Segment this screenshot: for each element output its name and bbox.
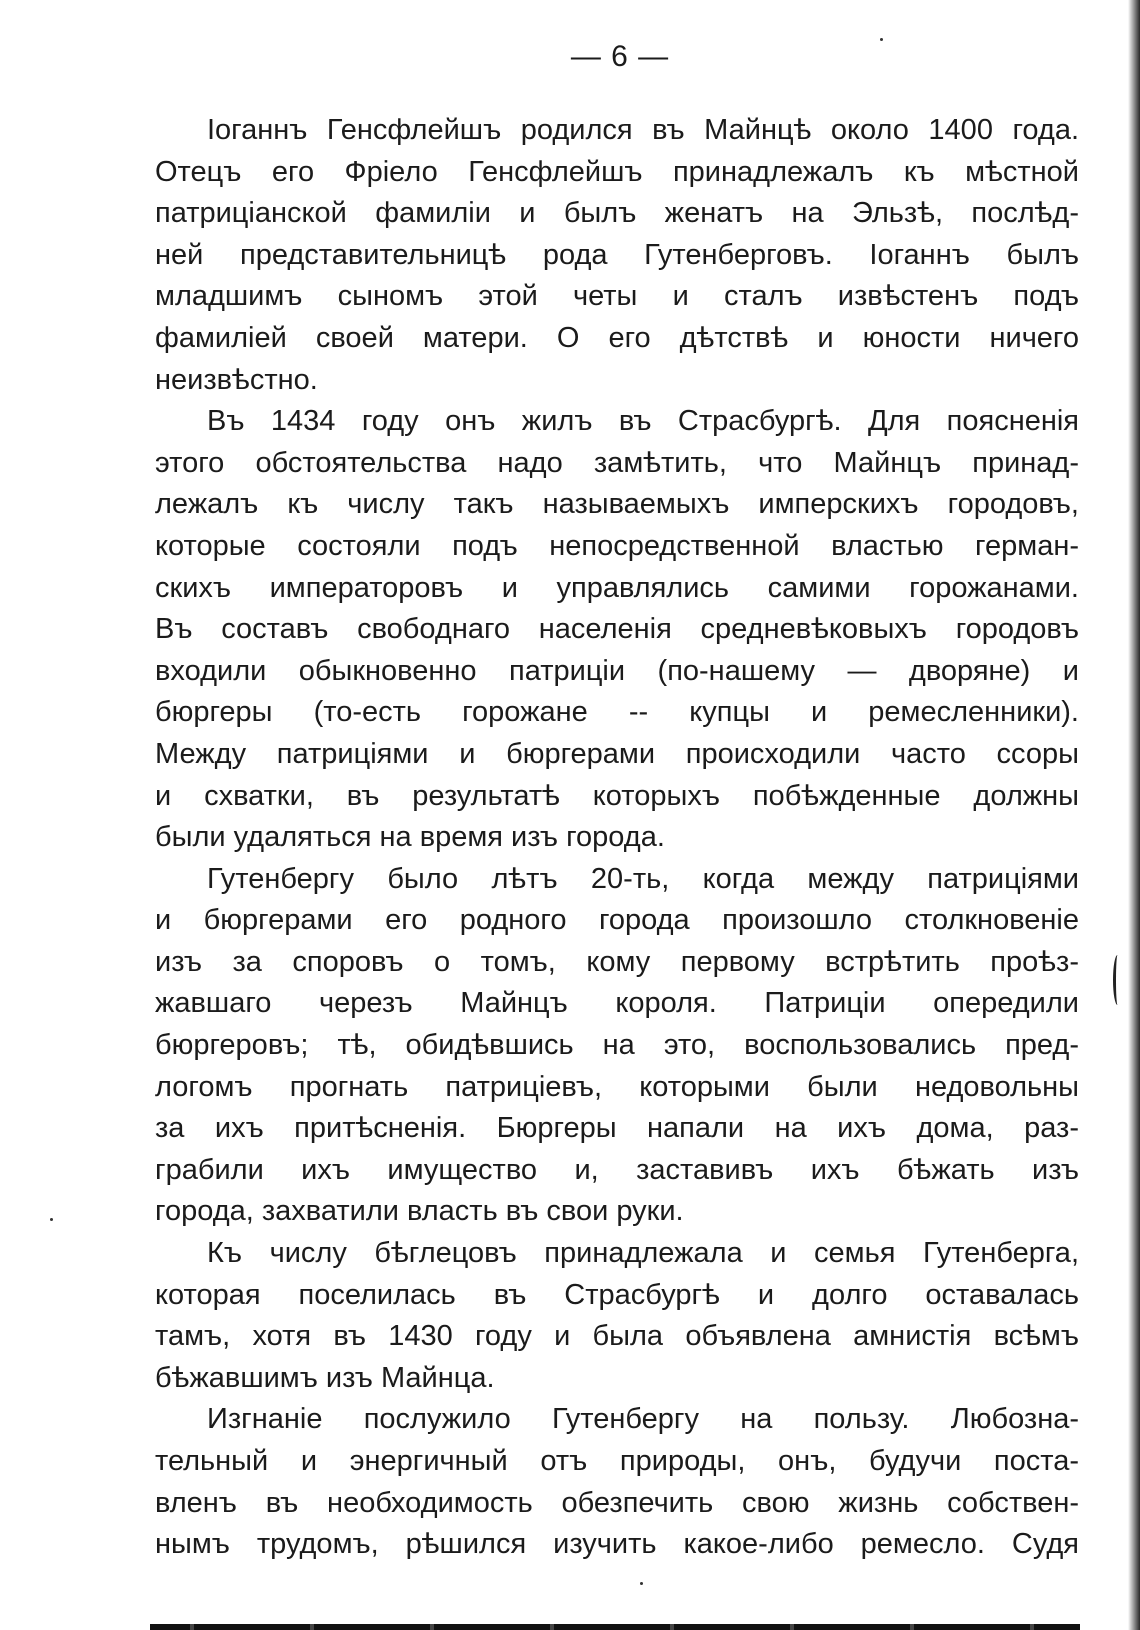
text-line: входили обыкновенно патриціи (по-нашему — дворяне) и (155, 654, 1079, 687)
text-line: патриціанской фамиліи и былъ женатъ на Эльзѣ, послѣд- (155, 197, 1079, 230)
paragraph-4 (155, 1233, 1079, 1399)
text-line: Въ 1434 году онъ жилъ въ Страсбургѣ. Для поясненія (207, 405, 1079, 438)
text-line: Отецъ его Фріело Генсфлейшъ принадлежалъ къ мѣстной (155, 155, 1079, 188)
text-line: скихъ императоровъ и управлялись самими горожанами. (155, 571, 1079, 604)
text-line: бѣжавшимъ изъ Майнца. (155, 1361, 495, 1394)
text-line: бюргеровъ; тѣ, обидѣвшись на это, воспользовались пред- (155, 1029, 1079, 1062)
text-line: и бюргерами его родного города произошло столкновеніе (155, 904, 1079, 937)
scan-speck (640, 1582, 643, 1585)
text-line: этого обстоятельства надо замѣтить, что Майнцъ принад- (155, 446, 1079, 479)
text-line: Іоганнъ Генсфлейшъ родился въ Майнцѣ около 1400 года. (207, 114, 1079, 146)
text-line: которые состояли подъ непосредственной властью герман- (155, 529, 1079, 562)
text-line: ней представительницѣ рода Гутенберговъ. Іоганнъ былъ (155, 238, 1079, 271)
text-line: Къ числу бѣглецовъ принадлежала и семья Гутенберга, (207, 1237, 1079, 1270)
text-line: города, захватили власть въ свои руки. (155, 1195, 684, 1228)
text-line: тельный и энергичный отъ природы, онъ, будучи поста- (155, 1445, 1079, 1477)
paragraph-1 (155, 110, 1079, 401)
scan-bottom-edge (150, 1624, 1080, 1630)
text-line: младшимъ сыномъ этой четы и сталъ извѣстенъ подъ (155, 280, 1079, 313)
text-line: изъ за споровъ о томъ, кому первому встрѣтить проѣз- (155, 945, 1079, 978)
text-line: Въ составъ свободнаго населенія средневѣковыхъ городовъ (155, 613, 1079, 646)
paragraph-5 (155, 1399, 1079, 1565)
scan-speck (880, 38, 883, 41)
text-line: которая поселилась въ Страсбургѣ и долго оставалась (155, 1278, 1079, 1311)
body-text (155, 110, 1079, 1566)
paragraph-3 (155, 859, 1079, 1233)
text-line: вленъ въ необходимость обезпечить свою жизнь собствен- (155, 1486, 1079, 1519)
text-line: тамъ, хотя въ 1430 году и была объявлена амнистія всѣмъ (155, 1320, 1079, 1353)
text-line: Между патриціями и бюргерами происходили часто ссоры (155, 737, 1079, 770)
text-line: бюргеры (то-есть горожане -- купцы и ремесленники). (155, 696, 1079, 729)
text-line: Изгнаніе послужило Гутенбергу на пользу. Любозна- (207, 1403, 1079, 1436)
text-line: были удаляться на время изъ города. (155, 821, 665, 854)
text-line: логомъ прогнать патриціевъ, которыми были недовольны (155, 1070, 1079, 1103)
text-line: грабили ихъ имущество и, заставивъ ихъ бѣжать изъ (155, 1153, 1079, 1186)
text-line: лежалъ къ числу такъ называемыхъ имперскихъ городовъ, (155, 488, 1079, 521)
text-line: неизвѣстно. (155, 363, 318, 396)
text-line: жавшаго черезъ Майнцъ короля. Патриціи опередили (155, 987, 1079, 1020)
paragraph-2 (155, 401, 1079, 859)
page-number: — 6 — (570, 40, 670, 73)
text-line: фамиліей своей матери. О его дѣтствѣ и юности ничего (155, 321, 1079, 354)
scan-speck (50, 1218, 53, 1221)
text-line: за ихъ притѣсненія. Бюргеры напали на ихъ дома, раз- (155, 1112, 1079, 1145)
margin-mark (1113, 955, 1122, 1005)
text-line: и схватки, въ результатѣ которыхъ побѣжденные должны (155, 779, 1079, 812)
text-line: Гутенбергу было лѣтъ 20-ть, когда между патриціями (207, 862, 1079, 895)
scan-edge-shadow (1128, 0, 1140, 1630)
text-line: нымъ трудомъ, рѣшился изучить какое-либо ремесло. Судя (155, 1528, 1079, 1561)
